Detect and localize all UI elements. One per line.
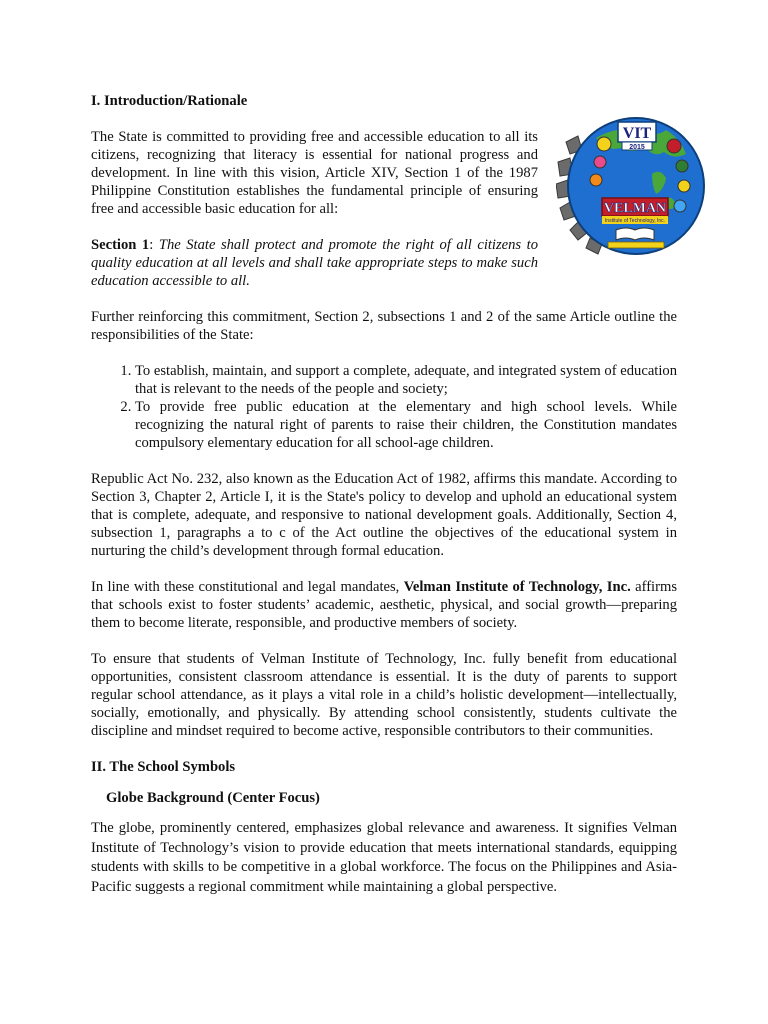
mandate-paragraph (91, 578, 677, 632)
mandate-pre: In line with these constitutional and legal mandates, (91, 579, 404, 595)
school-name: Velman Institute of Technology, Inc. (403, 579, 631, 595)
school-logo (556, 108, 706, 264)
emblem-icon (590, 174, 602, 186)
intro-paragraph: The State is committed to providing free and accessible education to all its citizens, recognizing that literacy is essential for national progress and development. In line with this vision, Article XIV, Section 1 of the 1987 Philippine Constitution establishes the fundamental principle of ensuring free and accessible basic education for all: (91, 129, 538, 217)
responsibilities-intro: Further reinforcing this commitment, Section 2, subsections 1 and 2 of the same Article outline the responsibilities of the State: (91, 309, 677, 343)
book-icon (616, 228, 654, 240)
emblem-icon (678, 180, 690, 192)
logo-acronym: VIT (622, 125, 652, 142)
logo-name: VELMAN (603, 201, 667, 216)
section-heading-introduction: I. Introduction/Rationale (91, 93, 248, 109)
logo-subtitle: Institute of Technology, Inc. (604, 218, 666, 224)
responsibilities-list (91, 362, 677, 452)
quote-text: The State shall protect and promote the right of all citizens to quality education at all levels and shall take appropriate steps to make such education accessible to all. (91, 237, 538, 289)
attendance-paragraph: To ensure that students of Velman Institute of Technology, Inc. fully benefit from educational opportunities, consistent classroom attendance is essential. It is the duty of parents to support regular school attendance, as it plays a vital role in a child’s holistic development—intellectually, socially, emotionally, and physically. By attending school consistently, students cultivate the discipline and mindset required to become active, responsible contributors to their communities. (91, 651, 677, 739)
quote-label: Section 1 (91, 237, 150, 253)
motto-ribbon (608, 242, 664, 248)
globe-paragraph: The globe, prominently centered, emphasizes global relevance and awareness. It signifies Velman Institute of Technology’s vision to provide education that meets international standards, equipping students with skills to be competitive in a global workforce. The focus on the Philippines and Asia-Pacific suggests a regional commitment while maintaining a global perspective. (91, 820, 677, 895)
list-item: 2. To provide free public education at the elementary and high school levels. While recognizing the natural right of parents to raise their children, the Constitution mandates compulsory elementary education for all school-age children. (135, 398, 677, 452)
list-item: 1. To establish, maintain, and support a complete, adequate, and integrated system of education that is relevant to the needs of the people and society; (135, 362, 677, 398)
emblem-icon (676, 160, 688, 172)
emblem-icon (594, 156, 606, 168)
section-heading-symbols: II. The School Symbols (91, 759, 236, 775)
emblem-icon (674, 200, 686, 212)
logo-year: 2015 (629, 144, 645, 151)
constitution-quote (91, 236, 538, 290)
emblem-icon (597, 137, 611, 151)
subheading-globe: Globe Background (Center Focus) (106, 790, 320, 806)
mandate-post: affirms that schools exist to foster students’ academic, aesthetic, physical, and social growth—preparing them to become literate, responsible, and productive members of society. (91, 579, 677, 631)
education-act-paragraph: Republic Act No. 232, also known as the Education Act of 1982, affirms this mandate. According to Section 3, Chapter 2, Article I, it is the State's policy to develop and uphold an educational system that is complete, adequate, and responsive to national development goals. Additionally, Section 4, subsection 1, paragraphs a to c of the Act outline the objectives of the educational system in nurturing the child’s development through formal education. (91, 471, 677, 559)
quote-separator: : (149, 237, 159, 253)
emblem-icon (667, 139, 681, 153)
intro-block (91, 128, 538, 290)
